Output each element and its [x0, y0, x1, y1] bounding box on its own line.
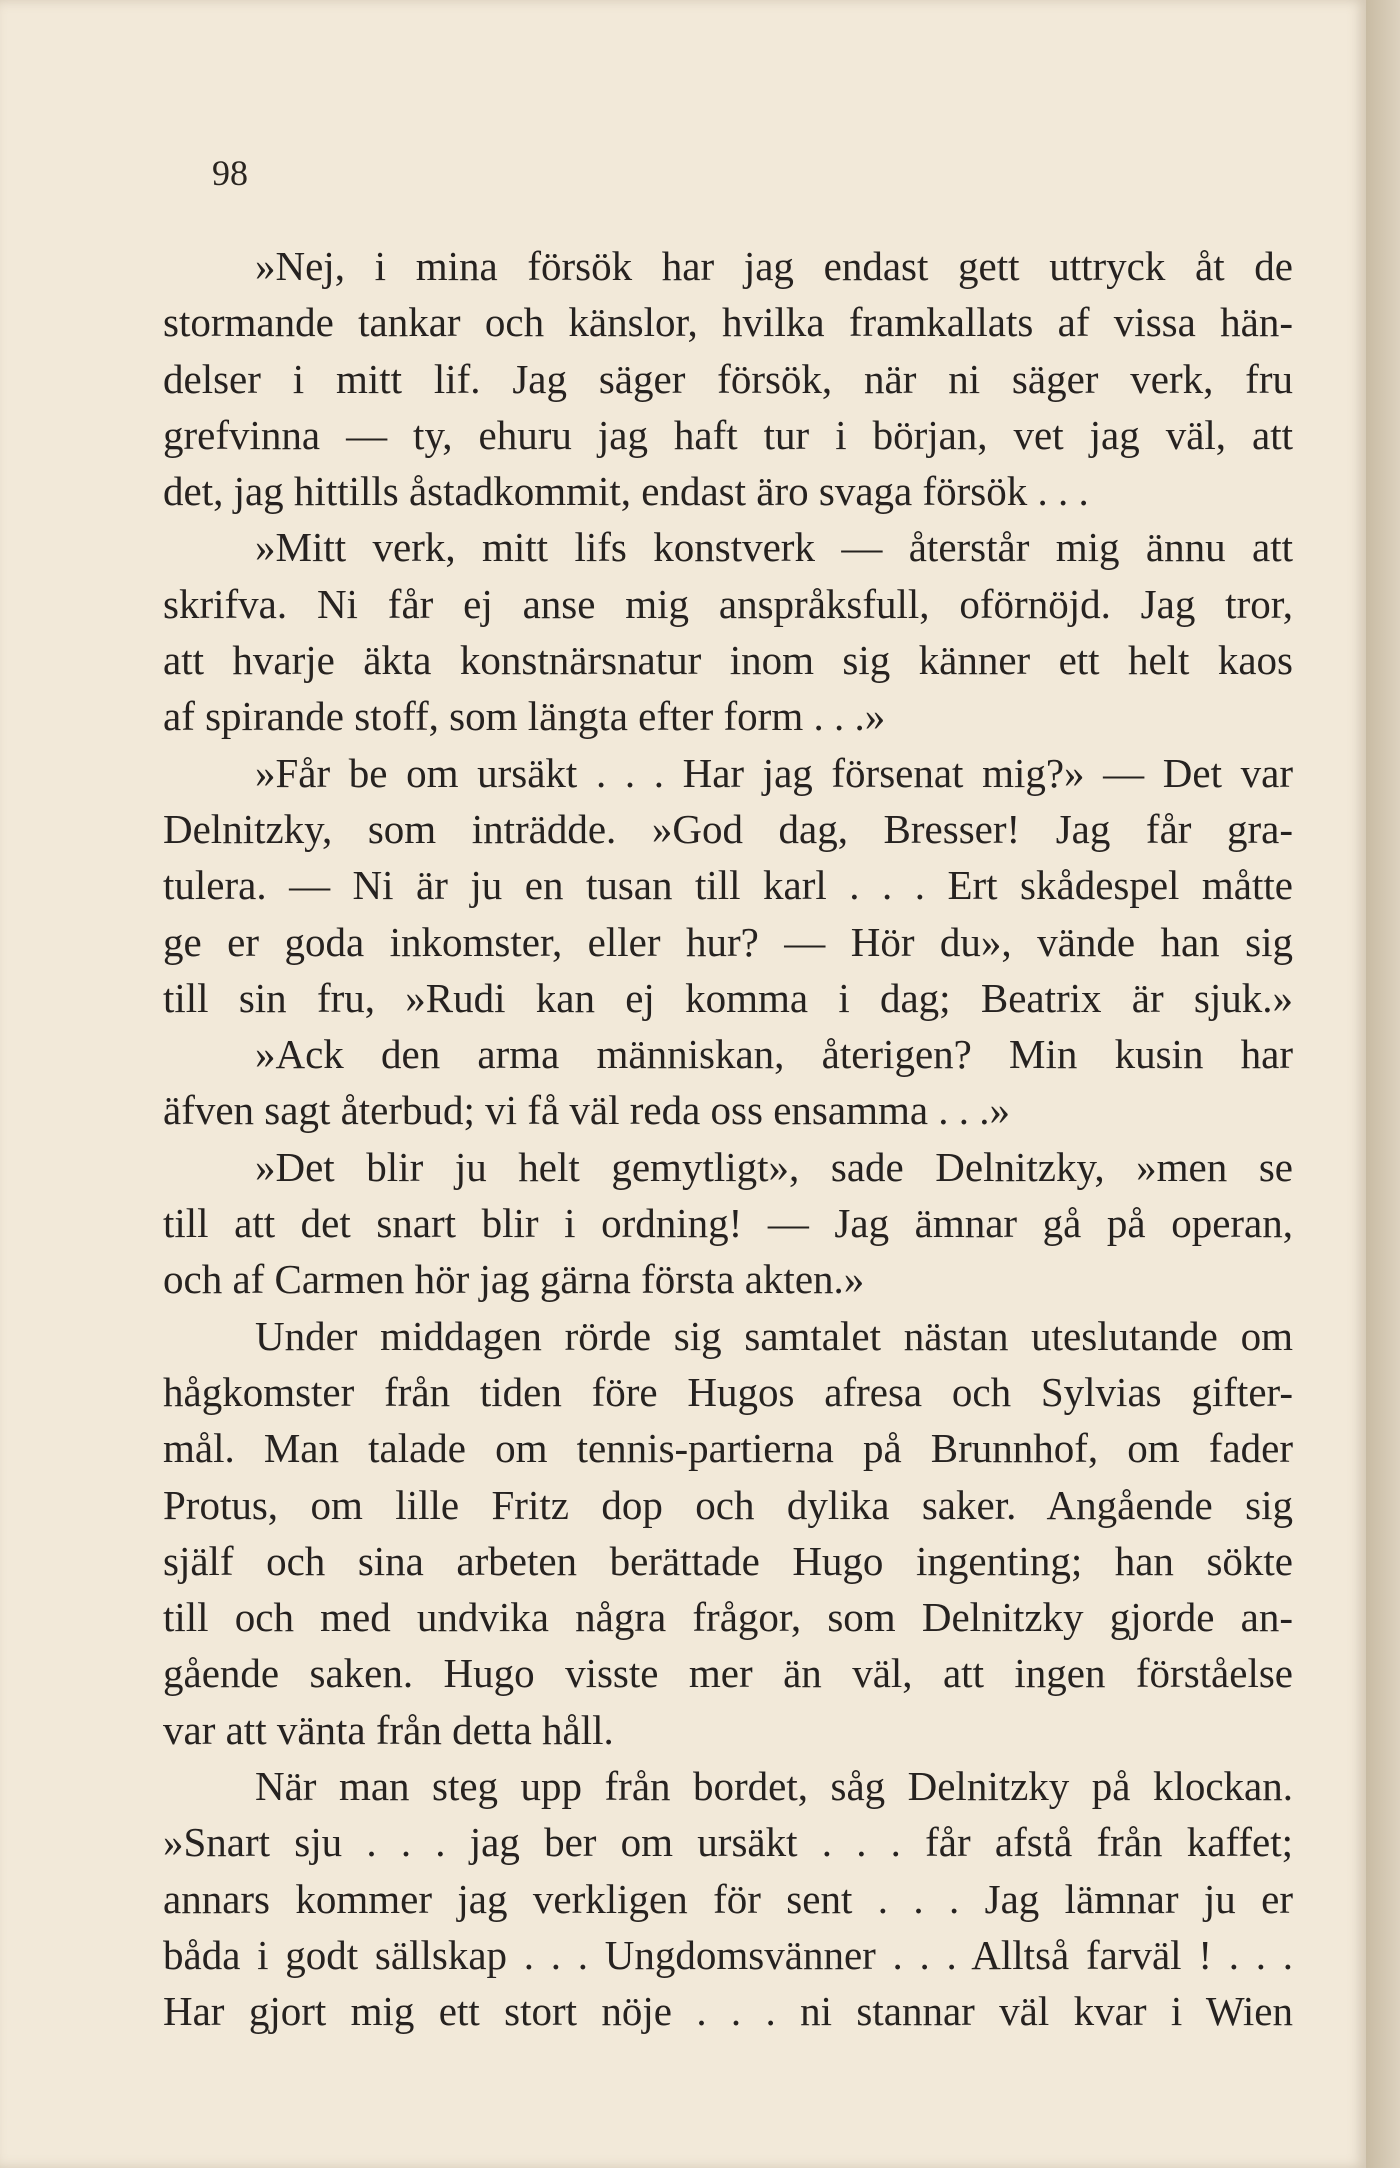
- text-line: »Det blir ju helt gemytligt», sade Delnitzky, »men se: [255, 1143, 1293, 1190]
- text-line: var att vänta från detta håll.: [163, 1706, 614, 1753]
- text-line: äfven sagt återbud; vi få väl reda oss ensamma . . .»: [163, 1087, 1011, 1134]
- text-line: delser i mitt lif. Jag säger försök, när ni säger verk, fru: [163, 355, 1293, 402]
- text-line: Under middagen rörde sig samtalet nästan uteslutande om: [255, 1312, 1293, 1359]
- text-line: ge er goda inkomster, eller hur? — Hör du», vände han sig: [163, 918, 1293, 965]
- text-line: till och med undvika några frågor, som Delnitzky gjorde an-: [163, 1594, 1293, 1641]
- text-line: gående saken. Hugo visste mer än väl, att ingen förståelse: [163, 1650, 1293, 1697]
- text-line: »Mitt verk, mitt lifs konstverk — återstår mig ännu att: [255, 524, 1293, 571]
- text-line: stormande tankar och känslor, hvilka framkallats af vissa hän-: [163, 299, 1293, 346]
- text-line: till sin fru, »Rudi kan ej komma i dag; Beatrix är sjuk.»: [163, 974, 1293, 1021]
- page-number: 98: [212, 153, 248, 193]
- text-line: Protus, om lille Fritz dop och dylika saker. Angående sig: [163, 1481, 1293, 1528]
- text-line: tulera. — Ni är ju en tusan till karl . . . Ert skådespel måtte: [163, 862, 1293, 909]
- body-text: [163, 238, 1293, 2040]
- text-line: mål. Man talade om tennis-partierna på Brunnhof, om fader: [163, 1425, 1293, 1472]
- text-line: annars kommer jag verkligen för sent . . . Jag lämnar ju er: [163, 1875, 1293, 1922]
- text-line: hågkomster från tiden före Hugos afresa och Sylvias gifter-: [163, 1368, 1293, 1415]
- text-line: »Ack den arma människan, återigen? Min kusin har: [255, 1031, 1293, 1078]
- text-line: det, jag hittills åstadkommit, endast äro svaga försök . . .: [163, 468, 1089, 515]
- text-line: båda i godt sällskap . . . Ungdomsvänner . . . Alltså farväl ! . . .: [163, 1931, 1293, 1978]
- text-line: Delnitzky, som inträdde. »God dag, Bresser! Jag får gra-: [163, 805, 1293, 852]
- text-line: »Nej, i mina försök har jag endast gett uttryck åt de: [255, 243, 1293, 289]
- text-line: af spirande stoff, som längta efter form . . .»: [163, 693, 886, 740]
- page-edge: [1366, 0, 1400, 2168]
- text-line: grefvinna — ty, ehuru jag haft tur i början, vet jag väl, att: [163, 411, 1293, 458]
- text-line: själf och sina arbeten berättade Hugo ingenting; han sökte: [163, 1537, 1293, 1584]
- text-line: skrifva. Ni får ej anse mig anspråksfull, oförnöjd. Jag tror,: [163, 580, 1293, 627]
- text-line: att hvarje äkta konstnärsnatur inom sig känner ett helt kaos: [163, 637, 1293, 684]
- text-line: till att det snart blir i ordning! — Jag ämnar gå på operan,: [163, 1200, 1293, 1247]
- text-line: Har gjort mig ett stort nöje . . . ni stannar väl kvar i Wien: [163, 1988, 1293, 2035]
- text-line: »Får be om ursäkt . . . Har jag försenat mig?» — Det var: [255, 749, 1293, 796]
- text-line: När man steg upp från bordet, såg Delnitzky på klockan.: [255, 1763, 1293, 1810]
- text-line: och af Carmen hör jag gärna första akten.»: [163, 1256, 865, 1303]
- text-line: »Snart sju . . . jag ber om ursäkt . . . får afstå från kaffet;: [163, 1819, 1293, 1866]
